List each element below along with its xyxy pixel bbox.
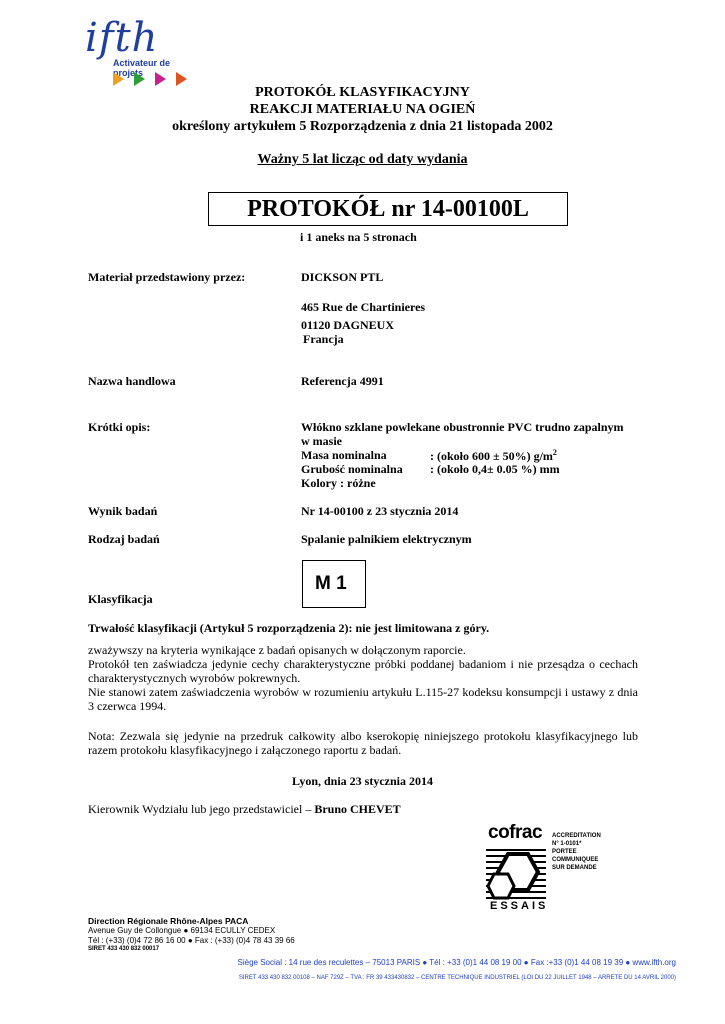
- accreditation-line-3: PORTEE: [552, 849, 577, 855]
- accreditation-line-1: ACCREDITATION: [552, 833, 601, 839]
- mass-label: Masa nominalna: [301, 448, 387, 462]
- validity-note: Ważny 5 lat licząc od daty wydania: [257, 152, 468, 167]
- paragraph-criteria: zważywszy na kryteria wynikające z badań opisanych w dołączonym raporcie.: [88, 643, 466, 657]
- annex-note: i 1 aneks na 5 stronach: [300, 230, 417, 244]
- classification-box: [302, 560, 366, 608]
- header-line-3: określony artykułem 5 Rozporządzenia z dnia 21 listopada 2002: [172, 119, 553, 134]
- colors-value: Kolory : różne: [301, 476, 376, 490]
- signer-name: Bruno CHEVET: [314, 802, 401, 816]
- cofrac-logo: [486, 822, 616, 912]
- accreditation-line-5: SUR DEMANDE: [552, 865, 597, 871]
- result-value: Nr 14-00100 z 23 stycznia 2014: [301, 504, 459, 518]
- paragraph-legal: Nie stanowi zatem zaświadczenia wyrobów w rozumieniu artykułu L.115-27 kodeksu konsumpcji i ustawy z dnia 3 czerwca 1994.: [88, 685, 638, 713]
- description-line-2: w masie: [301, 434, 342, 448]
- mass-unit-superscript: 2: [552, 448, 557, 457]
- company-name: DICKSON PTL: [301, 270, 384, 284]
- material-label: Materiał przedstawiony przez:: [88, 270, 246, 284]
- accreditation-block: [552, 832, 601, 872]
- footer-address: Avenue Guy de Collongue ● 69134 ECULLY CEDEX: [88, 926, 276, 935]
- thickness-value: : (około 0,4± 0.05 %) mm: [430, 462, 560, 476]
- logo-brand: ifth: [85, 15, 159, 61]
- footer-regional: [88, 916, 295, 953]
- description-label: Krótki opis:: [88, 420, 151, 434]
- accreditation-line-2: N° 1-0101*: [552, 841, 582, 847]
- signer-prefix: Kierownik Wydziału lub jego przedstawiciel –: [88, 802, 315, 816]
- footer-phone: Tél : (+33) (0)4 72 86 16 00 ● Fax : (+33) (0)4 78 43 39 66: [88, 936, 295, 945]
- cofrac-brand: cofrac: [488, 822, 543, 843]
- address-line-1: 465 Rue de Chartinieres: [301, 300, 426, 314]
- address-country: Francja: [303, 332, 344, 346]
- test-type-value: Spalanie palnikiem elektrycznym: [301, 532, 472, 546]
- header-line-1: PROTOKÓŁ KLASYFIKACYJNY: [255, 85, 470, 100]
- classification-value: M 1: [315, 573, 347, 594]
- document-header: [0, 84, 725, 135]
- protocol-title-box: [208, 192, 568, 226]
- cofrac-hexagon-icon: [486, 844, 546, 904]
- place-date: Lyon, dnia 23 stycznia 2014: [291, 774, 434, 788]
- paragraph-scope: Protokół ten zaświadcza jedynie cechy charakterystyczne próbki poddanej badaniom i nie przesądza o cechach charakterystycznych wyrobów pokrewnych.: [88, 657, 638, 685]
- accreditation-line-4: COMMUNIQUEE: [552, 857, 599, 863]
- footer-legal: SIRET 433 430 832 00108 – NAF 729Z – TVA : FR 39 433430832 – CENTRE TECHNIQUE INDUSTRIEL (LOI DU 22 JUILLET 1948 – ARRETE DU 14 AVRIL 2000): [238, 975, 676, 981]
- result-label: Wynik badań: [88, 504, 158, 518]
- trade-name-label: Nazwa handlowa: [88, 374, 176, 388]
- footer-region: Direction Régionale Rhône-Alpes PACA: [88, 916, 249, 926]
- address-line-2: 01120 DAGNEUX: [301, 318, 395, 332]
- durability-note: Trwałość klasyfikacji (Artykuł 5 rozporządzenia 2): nie jest limitowana z góry.: [88, 621, 490, 635]
- trade-name-value: Referencja 4991: [301, 374, 384, 388]
- mass-value: : (około 600 ± 50%) $g/m^2$: [430, 448, 557, 463]
- header-line-2: REAKCJI MATERIAŁU NA OGIEŃ: [249, 102, 476, 117]
- footer-headquarters: Siège Social : 14 rue des reculettes – 75013 PARIS ● Tél : +33 (0)1 44 08 19 00 ● Fax :+33 (0)1 44 08 19 39 ● www.ifth.org: [237, 958, 676, 967]
- test-type-label: Rodzaj badań: [88, 532, 160, 546]
- logo-tagline: Activateur de projets: [113, 58, 171, 78]
- description-line-1: Włókno szklane powlekane obustronnie PVC trudno zapalnym: [301, 420, 624, 434]
- thickness-label: Grubość nominalna: [301, 462, 403, 476]
- cofrac-essais: ESSAIS: [490, 900, 549, 912]
- footer-siret: SIRET 433 430 832 00017: [88, 946, 160, 952]
- body-text: [88, 643, 638, 757]
- ifth-logo: [85, 15, 200, 90]
- protocol-title: PROTOKÓŁ nr 14-00100L: [247, 196, 529, 222]
- paragraph-note: Nota: Zezwala się jedynie na przedruk całkowity albo kserokopię niniejszego protokołu klasyfikacyjnego lub razem protokołu klasyfikacyjnego i załączonego raportu z badań.: [88, 729, 638, 757]
- classification-label: Klasyfikacja: [88, 592, 153, 606]
- signer-line: [88, 802, 401, 817]
